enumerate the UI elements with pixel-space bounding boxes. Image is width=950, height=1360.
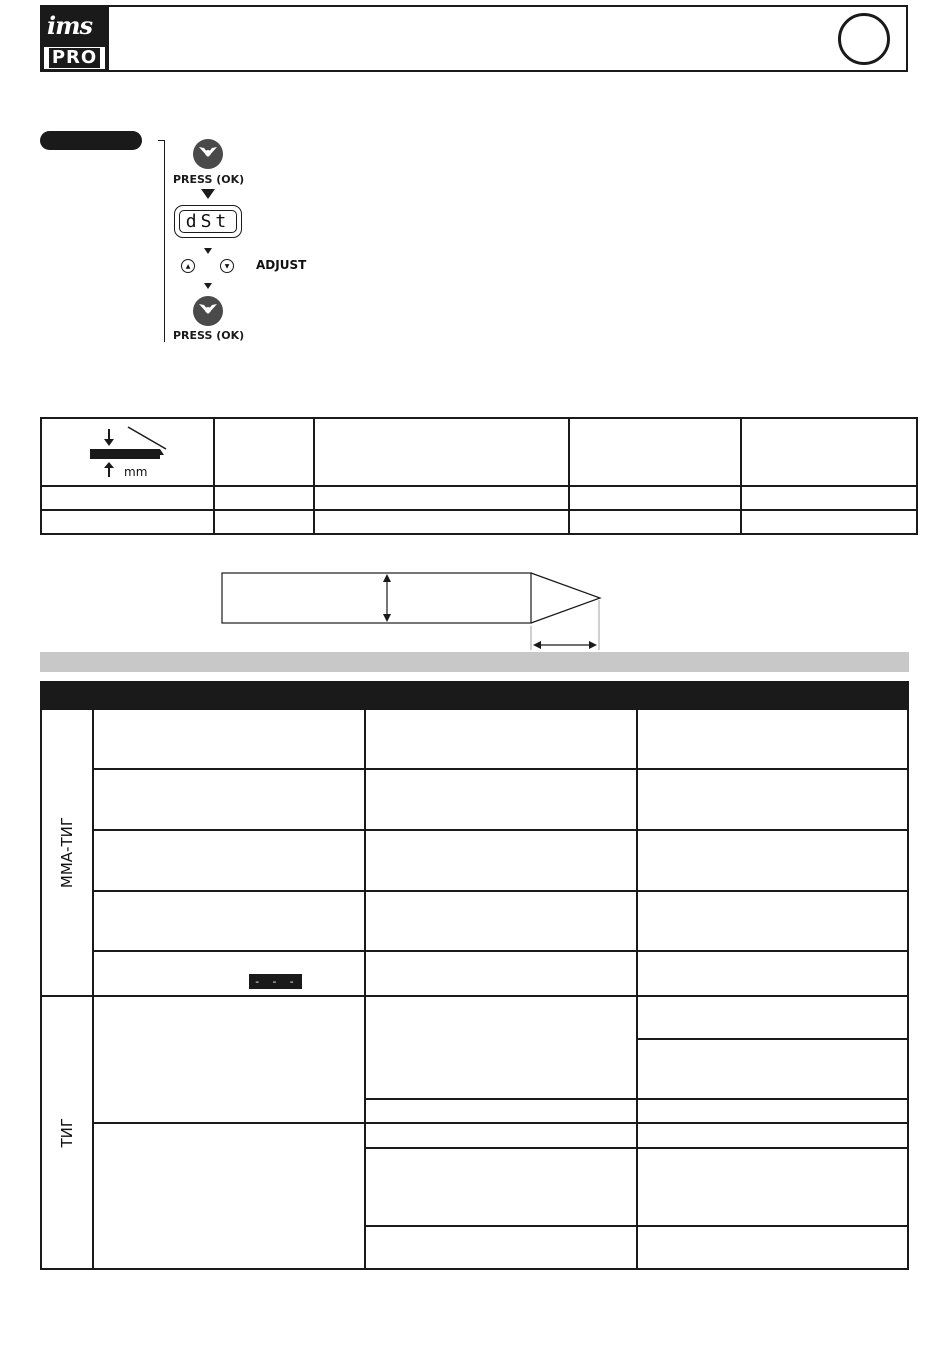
arrow-down-icon <box>201 189 215 199</box>
adjust-label: ADJUST <box>256 258 307 272</box>
thickness-icon-cell <box>41 418 214 486</box>
header-cell <box>41 682 365 709</box>
down-button-icon: ▼ <box>220 259 234 273</box>
lcd-text: dSt <box>179 210 237 233</box>
up-button-icon: ▲ <box>181 259 195 273</box>
thickness-table <box>40 417 918 535</box>
arrow-down-icon <box>204 248 212 254</box>
language-circle-badge <box>838 13 890 65</box>
unit-mm-label: mm <box>124 465 148 479</box>
procedure-line <box>164 140 165 342</box>
ims-pro-logo <box>40 5 109 72</box>
press-ok-label-1: PRESS (OK) <box>173 173 245 186</box>
header-cell <box>365 682 637 709</box>
logo-wordmark: ims <box>47 11 93 40</box>
group-label-tig: ТИГ <box>41 996 93 1269</box>
ok-button-icon <box>193 139 223 169</box>
press-ok-label-2: PRESS (OK) <box>173 329 245 342</box>
header-cell <box>637 682 908 709</box>
arrow-down-icon <box>204 283 212 289</box>
lcd-display <box>174 205 242 238</box>
settings-table <box>40 681 909 1270</box>
page-header <box>40 5 908 72</box>
logo-pro-text: PRO <box>49 48 100 68</box>
ok-button-icon <box>193 296 223 326</box>
group-label-mma-tig: ММА-ТИГ <box>41 709 93 996</box>
dash-display-badge: - - - <box>249 974 302 989</box>
section-band <box>40 652 909 672</box>
electrode-diagram <box>0 0 950 660</box>
section-pill <box>40 131 142 150</box>
